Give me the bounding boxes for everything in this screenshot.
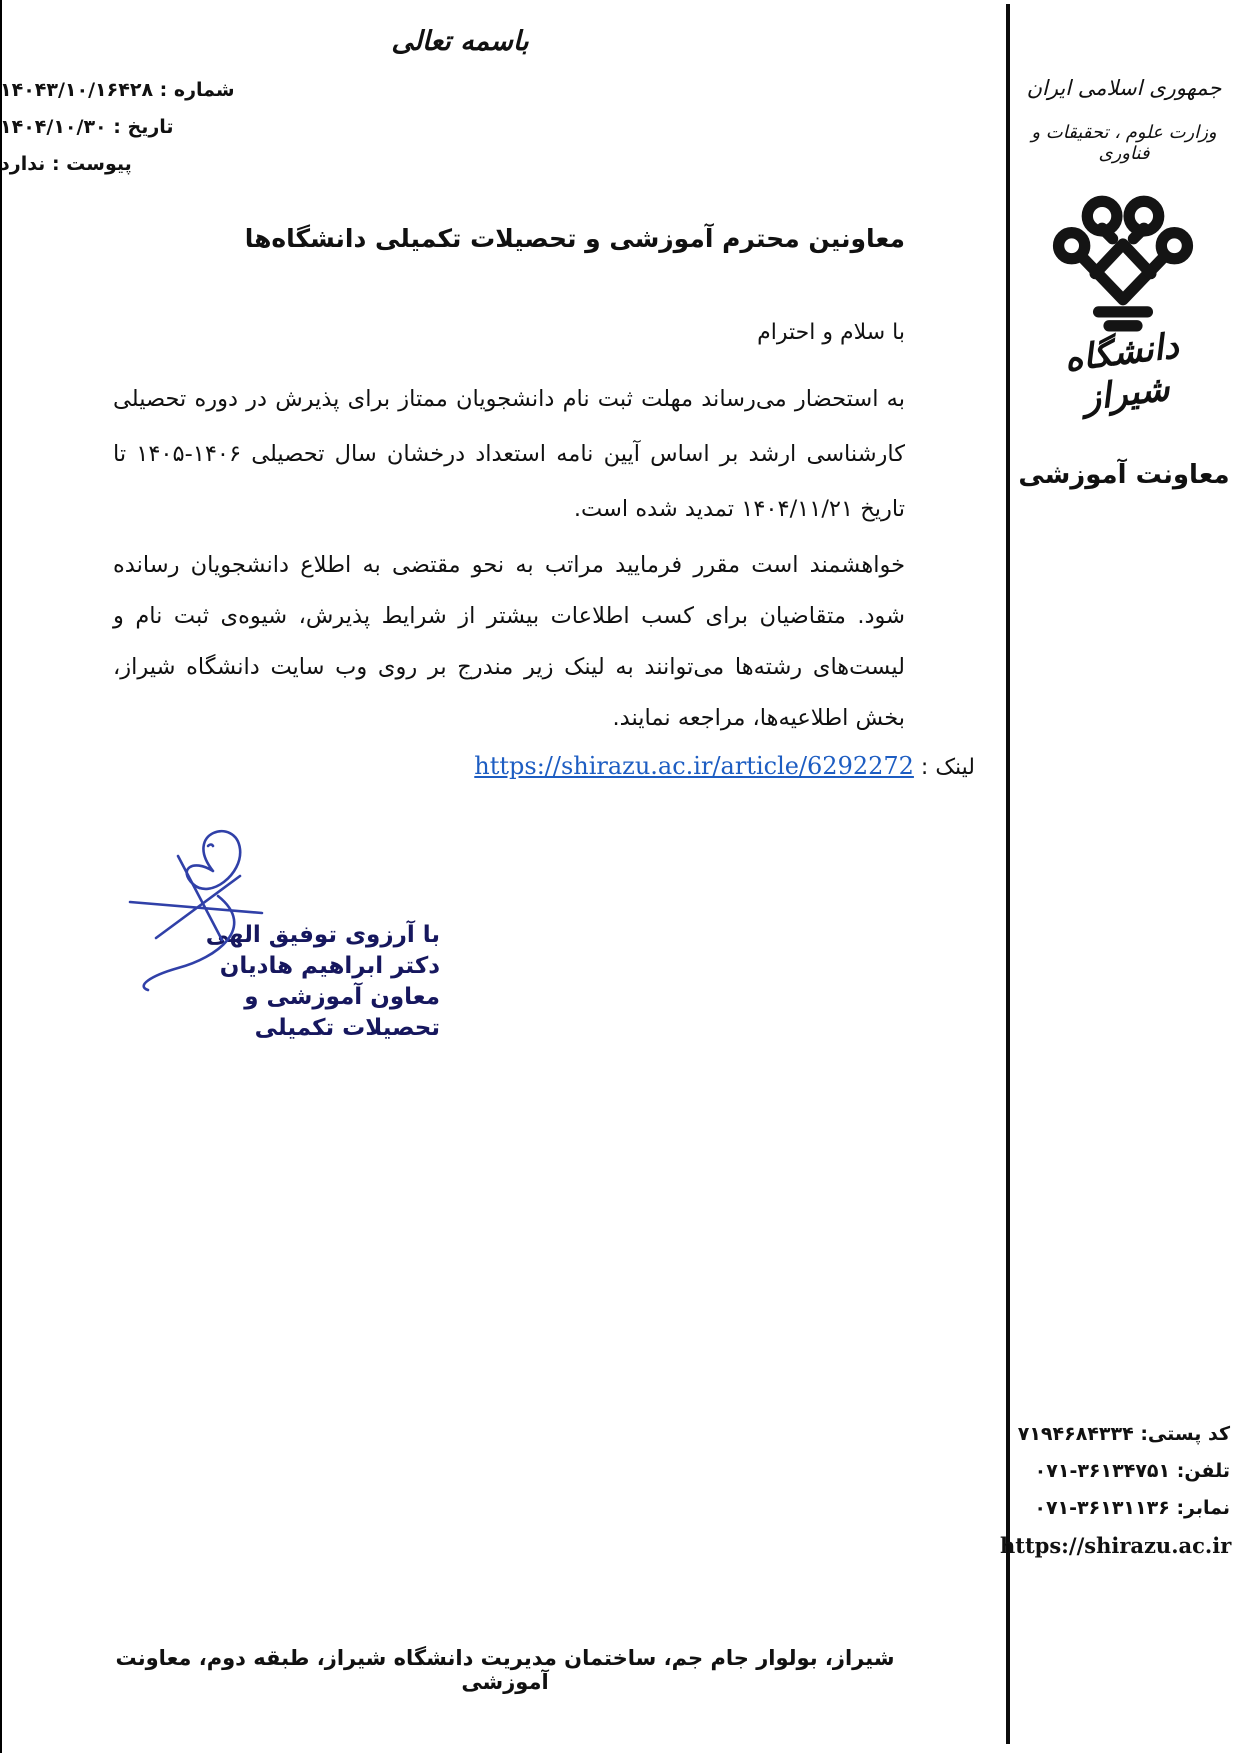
footer-address: شیراز، بولوار جام جم، ساختمان مدیریت دانشگاه شیراز، طبقه دوم، معاونت آموزشی (115, 1646, 895, 1694)
body-paragraph-2: خواهشمند است مقرر فرمایید مراتب به نحو مقتضی به اطلاع دانشجویان رسانده شود. متقاضیان برای کسب اطلاعات بیشتر از شرایط پذیرش، شیوه‌ی ثبت نام و لیست‌های رشته‌ها می‌توانند به لینک زیر مندرج بر روی وب سایت دانشگاه شیراز، بخش اطلاعیه‌ها، مراجعه نمایند. (113, 552, 905, 731)
shirazu-emblem-icon (1052, 190, 1194, 338)
letter-attachment-value: ندارد (0, 153, 46, 175)
article-link-line (474, 752, 975, 780)
letter-number-label: شماره : (159, 79, 235, 101)
signatory-title-line1: معاون آموزشی و (244, 984, 440, 1010)
signature-wish-line: با آرزوی توفیق الهی (205, 922, 440, 948)
recipient-line: معاونین محترم آموزشی و تحصیلات تکمیلی دانشگاه‌ها (244, 224, 905, 253)
fax-row (1000, 1490, 1230, 1527)
salutation-line: با سلام و احترام (757, 320, 905, 345)
link-label: لینک : (920, 755, 975, 780)
university-name-calligraphy: دانشگاه شیراز (1062, 325, 1181, 419)
body-paragraph-1: به استحضار می‌رساند مهلت ثبت نام دانشجویان ممتاز برای پذیرش در دوره تحصیلی کارشناسی ارشد بر اساس آیین نامه استعداد درخشان سال تحصیلی ۱۴۰۶-۱۴۰۵ تا تاریخ ۱۴۰۴/۱۱/۲۱ تمدید شده است. (113, 386, 905, 522)
signatory-title-line2: تحصیلات تکمیلی (254, 1015, 440, 1041)
phone-label: تلفن: (1176, 1460, 1230, 1482)
letter-number-value: ۱۴۰۴۳/۱۰/۱۶۴۲۸ (0, 79, 154, 101)
fax-value: ۰۷۱-۳۶۱۳۱۱۳۶ (1034, 1497, 1170, 1519)
letter-meta-block (0, 72, 280, 183)
letter-number-row (0, 72, 280, 109)
fax-label: نمابر: (1176, 1497, 1230, 1519)
country-title: جمهوری اسلامی ایران (1026, 76, 1222, 100)
sidebar-contact-block (1000, 1416, 1230, 1564)
bismillah-calligraphy: باسمه تعالی (391, 26, 529, 57)
signatory-name: دکتر ابراهیم هادیان (219, 953, 440, 979)
postal-code-value: ۷۱۹۴۶۸۴۳۳۴ (1017, 1423, 1134, 1445)
university-website-url: https://shirazu.ac.ir (1000, 1533, 1232, 1558)
letter-date-label: تاریخ : (113, 116, 174, 138)
letter-attachment-label: پیوست : (51, 153, 132, 175)
letter-attachment-row (0, 146, 280, 183)
postal-code-label: کد پستی: (1140, 1423, 1230, 1445)
department-title: معاونت آموزشی (1018, 460, 1230, 490)
page-left-border (0, 0, 2, 1753)
article-link[interactable]: https://shirazu.ac.ir/article/6292272 (474, 752, 914, 780)
letter-date-value: ۱۴۰۴/۱۰/۳۰ (0, 116, 107, 138)
phone-row (1000, 1453, 1230, 1490)
letter-date-row (0, 109, 280, 146)
signature-scribble-icon (116, 816, 356, 994)
postal-code-row (1000, 1416, 1230, 1453)
phone-value: ۰۷۱-۳۶۱۳۴۷۵۱ (1034, 1460, 1171, 1482)
ministry-title: وزارت علوم ، تحقیقات و فناوری (1031, 122, 1217, 164)
